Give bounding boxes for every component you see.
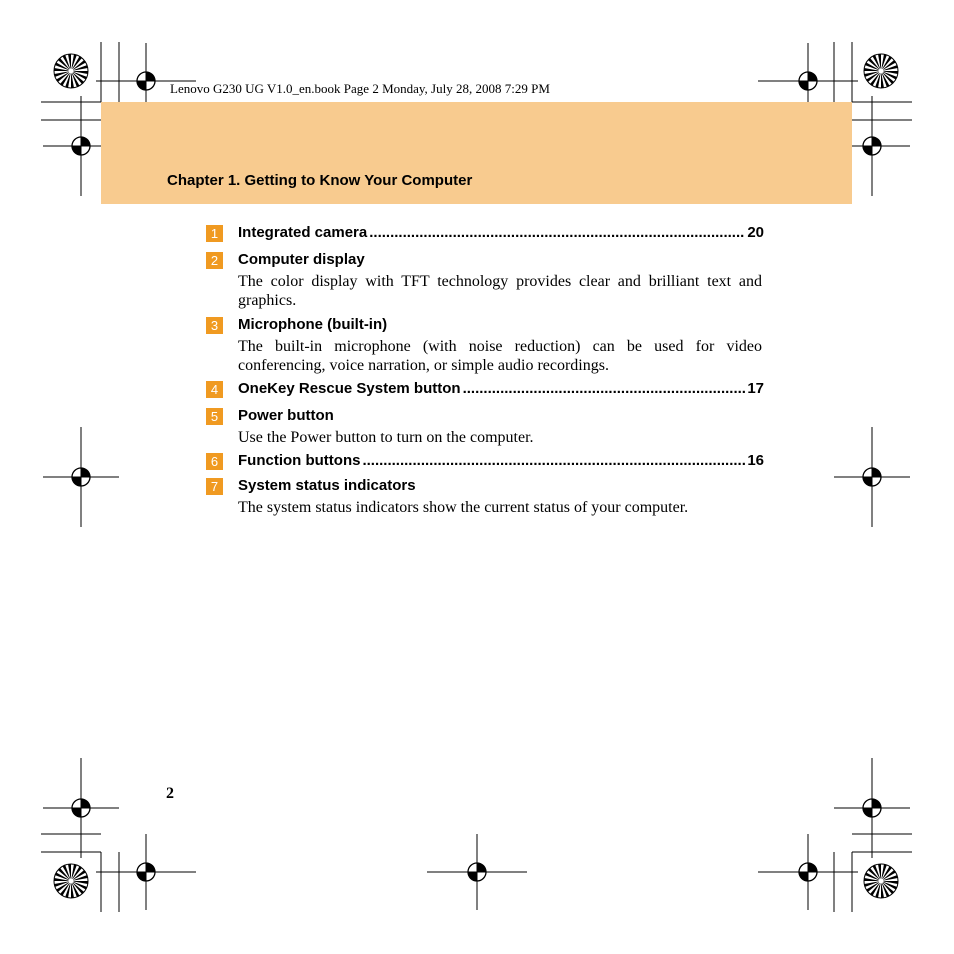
star-target-icon — [54, 864, 88, 898]
item-number-badge: 6 — [206, 453, 223, 470]
item-number-badge: 7 — [206, 478, 223, 495]
page-reference: 17 — [747, 380, 764, 397]
item-number-badge: 3 — [206, 317, 223, 334]
registration-target-icon — [43, 427, 119, 527]
list-item — [206, 407, 764, 451]
item-title: Function buttons — [238, 452, 361, 469]
item-number-badge: 2 — [206, 252, 223, 269]
item-number-badge: 5 — [206, 408, 223, 425]
dot-leader — [362, 452, 745, 469]
item-description: The color display with TFT technology provides clear and brilliant text and graphics. — [238, 273, 762, 309]
item-description: Use the Power button to turn on the computer. — [238, 429, 534, 446]
registration-target-icon — [834, 758, 910, 858]
page-reference: 16 — [747, 452, 764, 469]
list-item — [206, 316, 764, 378]
item-title: OneKey Rescue System button — [238, 380, 461, 397]
star-target-icon — [54, 54, 88, 88]
dot-leader — [369, 224, 745, 241]
star-target-icon — [864, 864, 898, 898]
page-reference: 20 — [747, 224, 764, 241]
item-title: Integrated camera — [238, 224, 368, 241]
list-item — [206, 452, 764, 478]
registration-target-icon — [43, 758, 119, 858]
list-item — [206, 477, 764, 521]
list-item — [206, 380, 764, 406]
list-item — [206, 224, 764, 250]
item-description: The system status indicators show the current status of your computer. — [238, 499, 689, 516]
item-number-badge: 1 — [206, 225, 223, 242]
registration-target-icon — [427, 834, 527, 910]
star-target-icon — [864, 54, 898, 88]
registration-target-icon — [758, 834, 858, 910]
item-title: Microphone (built-in) — [238, 316, 388, 333]
registration-target-icon — [96, 834, 196, 910]
list-item — [206, 251, 764, 313]
item-title: System status indicators — [238, 477, 416, 494]
item-title: Power button — [238, 407, 334, 424]
page-number: 2 — [166, 785, 174, 802]
item-number-badge: 4 — [206, 381, 223, 398]
book-header-line: Lenovo G230 UG V1.0_en.book Page 2 Monday, July 28, 2008 7:29 PM — [170, 81, 550, 96]
dot-leader — [463, 380, 746, 397]
item-description: The built-in microphone (with noise reduction) can be used for video conferencing, voice narration, or simple audio recordings. — [238, 338, 762, 374]
chapter-title: Chapter 1. Getting to Know Your Computer — [167, 172, 473, 189]
item-title: Computer display — [238, 251, 365, 268]
registration-target-icon — [834, 427, 910, 527]
